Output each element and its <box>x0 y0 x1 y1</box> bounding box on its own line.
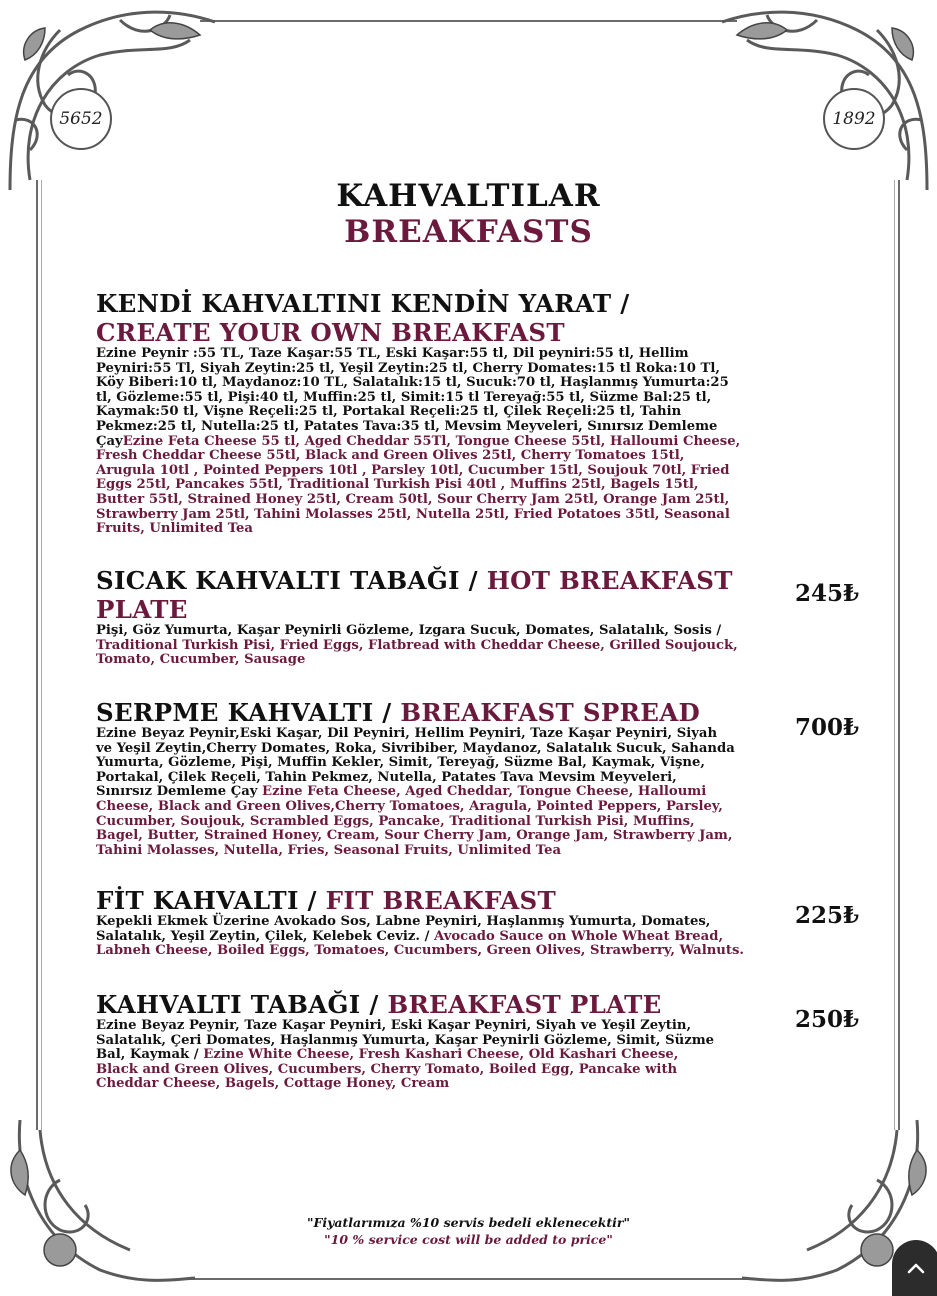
ornament-top-right-icon <box>717 0 937 200</box>
price-breakfast-plate: 250₺ <box>795 1006 860 1033</box>
frame-top-line <box>200 20 737 22</box>
section-title: SICAK KAHVALTI TABAĞI / HOT BREAKFAST PLATE <box>96 566 733 624</box>
section-description: Ezine Beyaz Peynir,Eski Kaşar, Dil Peyniri, Hellim Peyniri, Taze Kaşar Peyniri, Siyah ve Yeşil Zeytin,Cherry Domates, Roka, Sivribiber, Maydanoz, Salatalık Sucuk, Sahanda Yumurta, Gözleme, Pişi, Muffin Kekler, Simit, Tereyağ, Süzme Bal, Kaymak, Vişne, Portakal, Çilek Reçeli, Tahin Pekmez, Nutella, Patates Tava Mevsim Meyveleri, Sınırsız Demleme Çay Ezine Feta Cheese, Aged Cheddar, Tongue Cheese, Halloumi Cheese, Black and Green Olives,Cherry Tomatoes, Aragula, Pointed Peppers, Parsley, Cucumber, Soujouk, Scrambled Eggs, Pancake, Traditional Turkish Pisi, Muffins, Bagel, Butter, Strained Honey, Cream, Sour Cherry Jam, Orange Jam, Strawberry Jam, Tahini Molasses, Nutella, Fries, Seasonal Fruits, Unlimited Tea <box>96 726 735 858</box>
ornament-top-left-icon <box>0 0 220 200</box>
section-title: SERPME KAHVALTI / BREAKFAST SPREAD <box>96 698 701 727</box>
section-description: Ezine Peynir :55 TL, Taze Kaşar:55 TL, Eski Kaşar:55 tl, Dil peyniri:55 tl, Hellim Peyniri:55 Tl, Siyah Zeytin:25 tl, Yeşil Zeytin:25 tl, Cherry Domates:15 tl Roka:10 Tl, Köy Biberi:10 tl, Maydanoz:10 TL, Salatalık:15 tl, Sucuk:70 tl, Haşlanmış Yumurta:25 tl, Gözleme:55 tl, Pişi:40 tl, Muffin:25 tl, Simit:15 tl Tereyağ:55 tl, Süzme Bal:25 tl, Kaymak:50 tl, Vişne Reçeli:25 tl, Portakal Reçeli:25 tl, Çilek Reçeli:25 tl, Tahin Pekmez:25 tl, Nutella:25 tl, Patates Tava:35 tl, Mevsim Meyveleri, Sınırsız Demleme ÇayEzine Feta Cheese 55 tl, Aged Cheddar 55Tl, Tongue Cheese 55tl, Halloumi Cheese, Fresh Cheddar Cheese 55tl, Black and Green Olives 25tl, Cherry Tomatoes 15tl, Arugula 10tl , Pointed Peppers 10tl , Parsley 10tl, Cucumber 15tl, Soujouk 70tl, Fried Eggs 25tl, Pancakes 55tl, Traditional Turkish Pisi 40tl , Muffins 25tl, Bagels 15tl, Butter 55tl, Strained Honey 25tl, Cream 50tl, Sour Cherry Jam 25tl, Orange Jam 25tl, Strawberry Jam 25tl, Tahini Molasses 25tl, Nutella 25tl, Fried Potatoes 35tl, Seasonal Fruits, Unlimited Tea <box>96 346 741 537</box>
menu-section-breakfast-spread <box>96 698 736 858</box>
frame-right-line <box>898 180 900 1130</box>
price-fit-breakfast: 225₺ <box>795 902 860 929</box>
ornament-bottom-left-icon <box>0 1110 200 1290</box>
section-title: FİT KAHVALTI / FIT BREAKFAST <box>96 886 557 915</box>
section-description: Pişi, Göz Yumurta, Kaşar Peynirli Gözleme, Izgara Sucuk, Domates, Salatalık, Sosis / Traditional Turkish Pisi, Fried Eggs, Flatbread with Cheddar Cheese, Grilled Soujouck, Tomato, Cucumber, Sausage <box>96 623 738 668</box>
section-title: KENDİ KAHVALTINI KENDİN YARAT / CREATE YOUR OWN BREAKFAST <box>96 289 630 347</box>
frame-right-line-inner <box>894 180 895 1130</box>
service-charge-note <box>0 1214 937 1248</box>
service-note-english: "10 % service cost will be added to price" <box>324 1232 613 1247</box>
frame-left-line-inner <box>41 180 42 1130</box>
menu-section-breakfast-plate <box>96 990 721 1092</box>
section-description: Kepekli Ekmek Üzerine Avokado Sos, Labne Peyniri, Haşlanmış Yumurta, Domates, Salatalık, Yeşil Zeytin, Çilek, Kelebek Ceviz. / Avocado Sauce on Whole Wheat Bread, Labneh Cheese, Boiled Eggs, Tomatoes, Cucumbers, Green Olives, Strawberry, Walnuts. <box>96 914 745 959</box>
frame-bottom-line <box>180 1278 757 1280</box>
menu-header <box>0 178 937 250</box>
year-badge-right: 1892 <box>823 88 885 150</box>
price-breakfast-spread: 700₺ <box>795 714 860 741</box>
menu-section-hot-breakfast-plate <box>96 566 746 668</box>
section-description: Ezine Beyaz Peynir, Taze Kaşar Peyniri, Eski Kaşar Peyniri, Siyah ve Yeşil Zeytin, Salatalık, Çeri Domates, Haşlanmış Yumurta, Kaşar Peynirli Gözleme, Simit, Süzme Bal, Kaymak / Ezine White Cheese, Fresh Kashari Cheese, Old Kashari Cheese, Black and Green Olives, Cucumbers, Cherry Tomato, Boiled Egg, Pancake with Cheddar Cheese, Bagels, Cottage Honey, Cream <box>96 1018 715 1092</box>
section-title: KAHVALTI TABAĞI / BREAKFAST PLATE <box>96 990 662 1019</box>
scroll-to-top-button[interactable] <box>892 1240 937 1296</box>
frame-left-line <box>36 180 38 1130</box>
title-english: BREAKFASTS <box>344 214 593 250</box>
title-turkish: KAHVALTILAR <box>336 178 601 214</box>
price-hot-breakfast-plate: 245₺ <box>795 580 860 607</box>
menu-section-fit-breakfast <box>96 886 746 959</box>
service-note-turkish: "Fiyatlarımıza %10 servis bedeli eklenecektir" <box>306 1215 631 1230</box>
menu-section-create-your-own <box>96 289 746 537</box>
chevron-up-icon <box>906 1261 926 1275</box>
year-badge-left: 5652 <box>50 88 112 150</box>
